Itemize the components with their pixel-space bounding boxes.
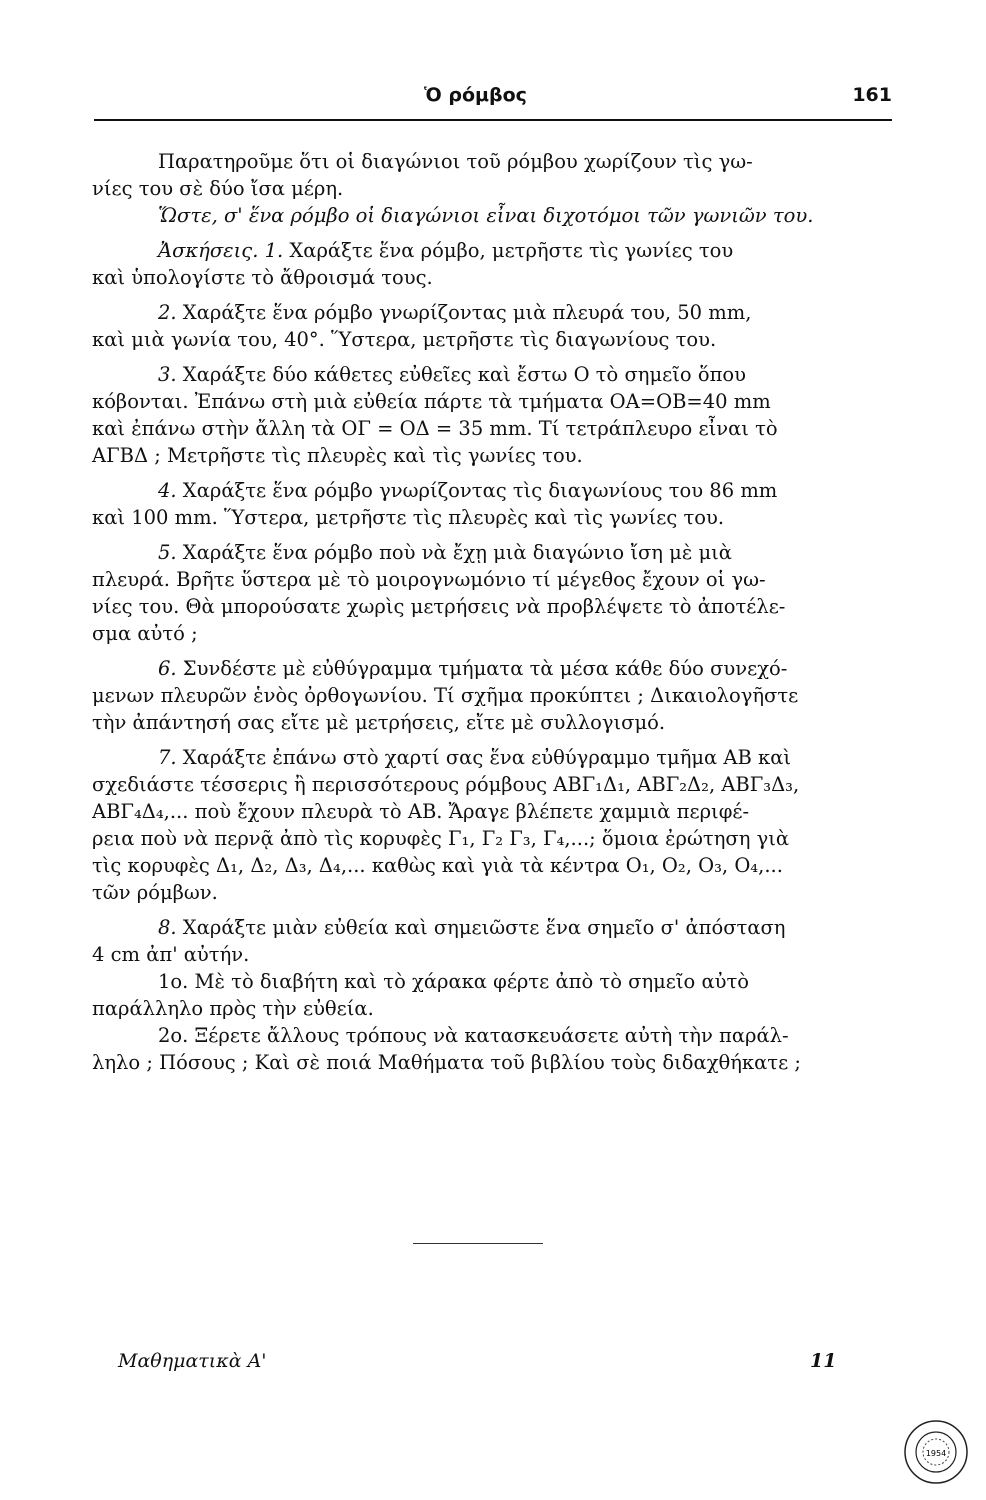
exercise-6: 6. Συνδέστε μὲ εὐθύγραμμα τμήματα τὰ μέσα κάθε δύο συνεχό- [158,657,788,680]
text-line: νίες του. Θὰ μπορούσατε χωρὶς μετρήσεις νὰ προβλέψετε τὸ ἀποτέλε- [92,595,786,618]
library-stamp-icon [902,1418,970,1486]
footer-signature: 11 [810,1350,837,1372]
text-line: σμα αὐτό ; [92,622,198,645]
exercises-heading: Ἀσκήσεις. 1. [158,239,284,262]
text-line: σχεδιάστε τέσσερις ἢ περισσότερους ρόμβους ΑΒΓ₁Δ₁, ΑΒΓ₂Δ₂, ΑΒΓ₃Δ₃, [92,773,800,796]
exercise-1: Ἀσκήσεις. 1. Χαράξτε ἕνα ρόμβο, μετρῆστε τὶς γωνίες του [158,239,734,262]
text-line: ΑΒΓ₄Δ₄,... ποὺ ἔχουν πλευρὰ τὸ ΑΒ. Ἄραγε βλέπετε χαμμιὰ περιφέ- [92,800,750,823]
text-line: καὶ ὑπολογίστε τὸ ἄθροισμά τους. [92,266,433,289]
page-body [92,148,872,1076]
sub-question-2: 2ο. Ξέρετε ἄλλους τρόπους νὰ κατασκευάσετε αὐτὴ τὴν παράλ- [158,1024,789,1047]
text-line: καὶ 100 mm. Ὕστερα, μετρῆστε τὶς πλευρὲς καὶ τὶς γωνίες του. [92,506,725,529]
text-line: ρεια ποὺ νὰ περνᾷ ἀπὸ τὶς κορυφὲς Γ₁, Γ₂ Γ₃, Γ₄,...; ὅμοια ἐρώτηση γιὰ [92,827,790,850]
stamp-year: 1954 [925,1449,947,1458]
text-line: νίες του σὲ δύο ἴσα μέρη. [92,177,344,200]
text-line: κόβονται. Ἐπάνω στὴ μιὰ εὐθεία πάρτε τὰ τμήματα ΟΑ=ΟΒ=40 mm [92,390,771,413]
text-line: τὴν ἀπάντησή σας εἴτε μὲ μετρήσεις, εἴτε μὲ συλλογισμό. [92,711,666,734]
sub-question-1: 1ο. Μὲ τὸ διαβήτη καὶ τὸ χάρακα φέρτε ἀπὸ τὸ σημεῖο αὐτὸ [158,970,750,993]
text-line: καὶ ἐπάνω στὴν ἄλλη τὰ ΟΓ = ΟΔ = 35 mm. Τί τετράπλευρο εἶναι τὸ [92,417,778,440]
text-line: τὶς κορυφὲς Δ₁, Δ₂, Δ₃, Δ₄,... καθὼς καὶ γιὰ τὰ κέντρα Ο₁, Ο₂, Ο₃, Ο₄,... [92,854,783,877]
exercise-4: 4. Χαράξτε ἕνα ρόμβο γνωρίζοντας τὶς διαγωνίους του 86 mm [158,479,778,502]
text-line: μενων πλευρῶν ἑνὸς ὀρθογωνίου. Τί σχῆμα προκύπτει ; Δικαιολογῆστε [92,684,799,707]
running-title: Ὁ ρόμβος [424,84,527,106]
text-line: 4 cm ἀπ' αὐτήν. [92,943,250,966]
text-line: τῶν ρόμβων. [92,881,218,904]
exercise-5: 5. Χαράξτε ἕνα ρόμβο ποὺ νὰ ἔχῃ μιὰ διαγώνιο ἴση μὲ μιὰ [158,541,732,564]
page-number: 161 [852,84,892,106]
footer-rule [413,1243,543,1244]
exercise-7: 7. Χαράξτε ἐπάνω στὸ χαρτί σας ἕνα εὐθύγραμμο τμῆμα ΑΒ καὶ [158,746,792,769]
key-statement: Ὥστε, σ' ἕνα ρόμβο οἱ διαγώνιοι εἶναι διχοτόμοι τῶν γωνιῶν του. [158,204,814,227]
text-line: παράλληλο πρὸς τὴν εὐθεία. [92,997,374,1020]
header-rule [94,119,892,121]
exercise-8: 8. Χαράξτε μιὰν εὐθεία καὶ σημειῶστε ἕνα σημεῖο σ' ἀπόσταση [158,916,786,939]
exercise-3: 3. Χαράξτε δύο κάθετες εὐθεῖες καὶ ἔστω Ο τὸ σημεῖο ὅπου [158,363,747,386]
text-line: καὶ μιὰ γωνία του, 40°. Ὕστερα, μετρῆστε τὶς διαγωνίους του. [92,328,717,351]
footer-book-title: Μαθηματικὰ Α' [118,1350,267,1372]
text-line: Παρατηροῦμε ὅτι οἱ διαγώνιοι τοῦ ρόμβου χωρίζουν τὶς γω- [158,150,753,173]
text-line: πλευρά. Βρῆτε ὕστερα μὲ τὸ μοιρογνωμόνιο τί μέγεθος ἔχουν οἱ γω- [92,568,766,591]
page-header [94,84,892,116]
text-line: ληλο ; Πόσους ; Καὶ σὲ ποιά Μαθήματα τοῦ βιβλίου τοὺς διδαχθήκατε ; [92,1051,801,1074]
text-line: ΑΓΒΔ ; Μετρῆστε τὶς πλευρὲς καὶ τὶς γωνίες του. [92,444,583,467]
exercise-2: 2. Χαράξτε ἕνα ρόμβο γνωρίζοντας μιὰ πλευρά του, 50 mm, [158,301,752,324]
